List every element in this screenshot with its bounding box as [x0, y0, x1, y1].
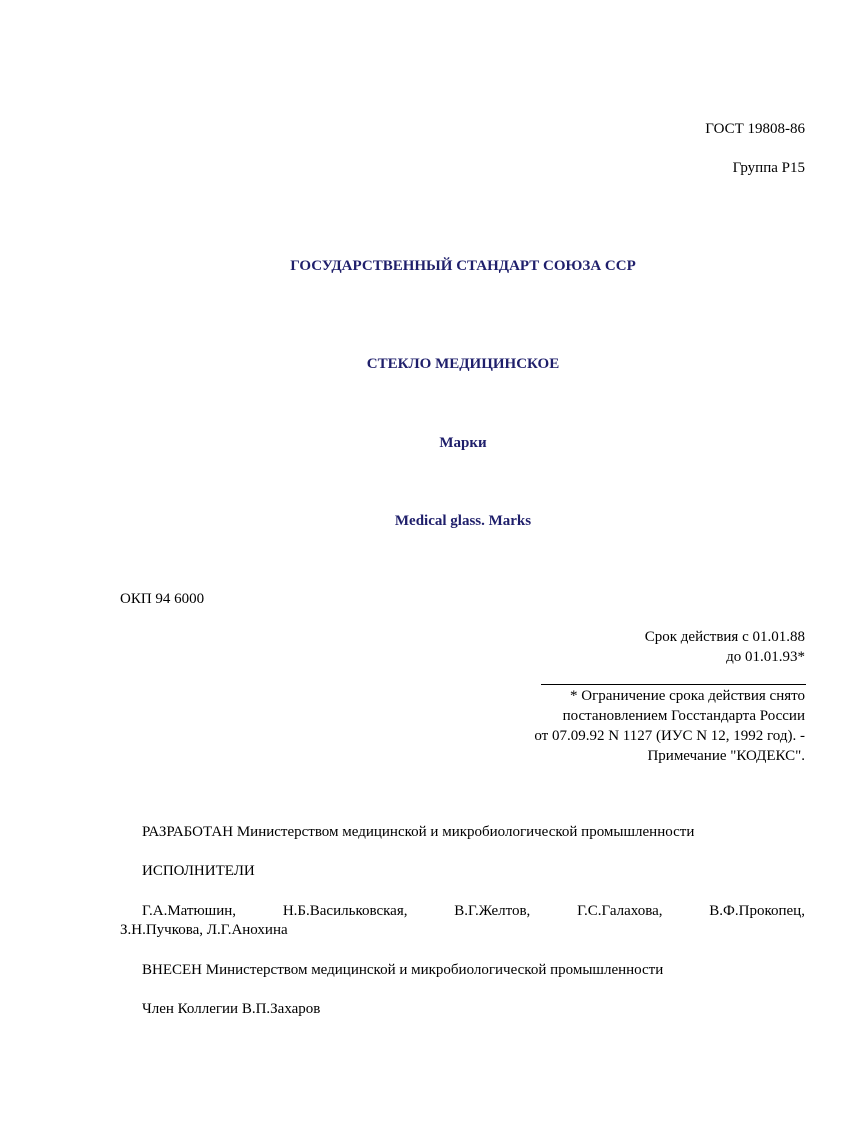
state-standard-heading: ГОСУДАРСТВЕННЫЙ СТАНДАРТ СОЮЗА ССР — [290, 258, 636, 274]
performer-name: В.Ф.Прокопец, — [709, 903, 805, 919]
footnote-line: * Ограничение срока действия снято — [570, 688, 805, 704]
performers-line-2: З.Н.Пучкова, Л.Г.Анохина — [120, 922, 288, 938]
validity-to: до 01.01.93* — [726, 649, 805, 665]
footnote-divider — [541, 684, 806, 685]
subtitle: Марки — [439, 435, 487, 451]
doc-group: Группа Р15 — [732, 160, 805, 176]
performers-heading: ИСПОЛНИТЕЛИ — [142, 863, 255, 879]
performer-name: Н.Б.Васильковская, — [282, 903, 408, 919]
performers-list — [120, 902, 805, 940]
performer-name: В.Г.Желтов, — [454, 903, 531, 919]
main-title: СТЕКЛО МЕДИЦИНСКОЕ — [366, 356, 560, 372]
english-title: Medical glass. Marks — [394, 513, 532, 529]
performers-line-1 — [120, 902, 805, 921]
footnote-line: постановлением Госстандарта России — [562, 708, 805, 724]
footnote — [534, 686, 805, 766]
introduced-by: ВНЕСЕН Министерством медицинской и микробиологической промышленности — [142, 962, 664, 978]
validity-from: Срок действия с 01.01.88 — [644, 629, 805, 645]
doc-number: ГОСТ 19808-86 — [705, 121, 805, 137]
performer-name: Г.А.Матюшин, — [142, 903, 237, 919]
footnote-line: от 07.09.92 N 1127 (ИУС N 12, 1992 год). - — [534, 728, 805, 744]
okp-code: ОКП 94 6000 — [120, 591, 205, 607]
developed-by: РАЗРАБОТАН Министерством медицинской и микробиологической промышленности — [142, 824, 695, 840]
footnote-line: Примечание "КОДЕКС". — [647, 748, 805, 764]
performer-name: Г.С.Галахова, — [577, 903, 663, 919]
board-member: Член Коллегии В.П.Захаров — [142, 1001, 321, 1017]
